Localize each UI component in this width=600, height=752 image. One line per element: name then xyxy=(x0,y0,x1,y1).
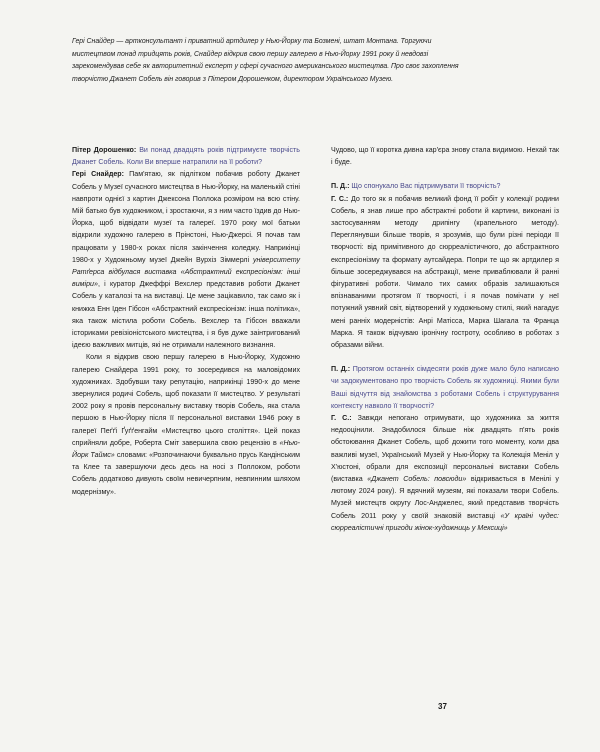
speaker-gs: Г. С.: xyxy=(331,414,352,423)
speaker-pd: П. Д.: xyxy=(331,365,351,374)
answer-3-text-2: відкривається в Менілі у лютому 2024 року). Я вдячний музеям, які показали твори Собель. Музей мистецтв округу Лос-Анджелес, який представив творчість Собель 2011 року у своїй знаковій виставці xyxy=(331,475,559,520)
answer-2-text: До того як я побачив великий фонд її робіт у колекції родини Собель, я знав лише про абстрактні роботи й картини, виконані із застосуванням методу дрипінгу (крапельного методу). Переглянувши більше творів, я зрозумів, що були різні періоди її творчості: від примітивного до сюрреалістичного, до абстрактного експресіонізму та формату аутсайдера. Попри те що як артдилер я більше зосереджувався на абстракції, мене приваблювали й ранні фігуративні роботи. Чимало тих самих образів залишаються впізнаваними протягом її творчості, і я почав помічати у неї потужний уявний світ, відтворений у художньому стилі, який нагадує мені ранніх модерністів: Анрі Матісса, Марка Шагала та Франца Марка. Я також відчуваю іронічну гостроту, особливо в роботах з образами війни. xyxy=(331,194,559,350)
intro-text: Гері Снайдер — артконсультант і приватний артдилер у Нью-Йорку та Бозмені, штат Монтана. Торгуючи мистецтвом понад тридцять років, Снайдер відкрив свою першу галерею в Нью-Йорку 1991 року й невдовзі зарекомендував себе як авторитетний експерт у сфері сучасного американського мистецтва. Про своє захоплення творчістю Джанет Собель він говорив з Пітером Дорошенком, директором Українського Музею. xyxy=(72,38,459,83)
answer-1-italic: університету Ратґерса відбулася виставка «Абстрактний експресіонізм: інші виміри» xyxy=(72,255,300,289)
answer-1-text: Пам'ятаю, як підлітком побачив роботу Джанет Собель у Музеї сучасного мистецтва в Нью-Йорку, на маленькій стіні навпроти однієї з картин Джексона Поллока розміром на всю стіну. Мій батько був художником, і зростаючи, я з ним часто їздив до Нью-Йорка, щоб відвідати музеї та галереї. 1970 року мої батьки відкрили художню галерею в Прінстоні, Нью-Джерсі. Я почав там працювати у 1980-х роках після закінчення коледжу. Наприкінці 1980-х у Художньому музеї Джейн Вурхіз Зіммерлі xyxy=(72,170,300,264)
answer-2 xyxy=(331,193,559,352)
question-2-text: Що спонукало Вас підтримувати її творчість? xyxy=(349,182,501,191)
speaker-snyder: Гері Снайдер: xyxy=(72,170,124,179)
continuation-paragraph xyxy=(331,144,559,168)
paragraph-2b: словами: «Розпочинаючи буквально прусь Кандінським та Клее та завершуючи десь десь на носі з Поллоком, роботи Собель додатково дивують своїм невичерпним, невпинним шляхом модернізму». xyxy=(72,451,300,496)
continuation-text: Чудово, що її коротка дивна кар'єра знову стала видимою. Нехай так і буде. xyxy=(331,146,559,167)
intro-paragraph xyxy=(72,36,462,86)
answer-3-text: Завжди непогано отримувати, що художника за життя недооцінили. Знадобилося більше ніж двадцять п'ять років обстоювання Джанет Собель, щоб дожити того моменту, коли два важливі музеї, Український Музей у Нью-Йорку та Колекція Меніл у Х'юстоні, обрали для експозиції персональні виставки Собель (виставка xyxy=(331,414,559,484)
speaker-pd: П. Д.: xyxy=(331,182,350,191)
answer-1 xyxy=(72,168,300,351)
question-1-text: Ви понад двадцять років підтримуєте творчість Джанет Собель. Коли Ви вперше натрапили на її роботи? xyxy=(72,146,301,167)
paragraph-2-italic: «Нью-Йорк Таймс» xyxy=(72,438,300,460)
answer-1-text-2: , і куратор Джеффрі Вехслер представив роботи Джанет Собель у каталозі та на виставці. Це мене зацікавило, так само як і книжка Енн Іден Гібсон «Абстрактний експресіонізм: інша політика», яка також містила роботи Собель. Вехслер та Гібсон вважали істориками ревізіоністського мистецтва, і я був дуже заінтригований ідеєю важливих митців, які не отримали належного визнання. xyxy=(72,280,300,350)
answer-3-italic-2: «У країні чудес: сюрреалістичні пригоди жінок-художниць у Мексиці» xyxy=(331,511,560,532)
answer-1-paragraph-2 xyxy=(72,351,300,497)
speaker-gs: Г. С.: xyxy=(331,194,349,203)
paragraph-2a: Коли я відкрив свою першу галерею в Нью-Йорку, Художню галерею Снайдера 1991 року, то зосередився на маловідомих художниках. Здобувши таку репутацію, наприкінці 1990-х до мене звернулися родичі Собель, щоб показати її мистецтво. У результаті 2002 року я провів персональну виставку творів Собель, яка стала першою в Нью-Йорку після її персональної виставки 1946 року в галереї Пеґґі Ґуґґенгайм «Мистецтво цього століття». Цей показ сприйняли добре, Роберта Сміт завершила свою рецензію в xyxy=(72,353,300,447)
left-column xyxy=(72,144,300,498)
question-2 xyxy=(331,180,559,192)
speaker-doroshenko: Пітер Дорошенко: xyxy=(72,146,137,154)
page-number: 37 xyxy=(438,702,447,711)
question-1 xyxy=(72,144,300,168)
question-3-text: Протягом останніх сімдесяти років дуже мало було написано чи задокументовано про творчість Собель як художниці. Якими були Ваші відчуття від знайомства з роботами Собель і структурування контексту навколо її творчості? xyxy=(331,365,559,410)
right-column xyxy=(331,144,559,534)
answer-3-italic: «Джанет Собель: повсюди» xyxy=(367,475,467,484)
question-3 xyxy=(331,363,559,412)
answer-3 xyxy=(331,412,559,534)
